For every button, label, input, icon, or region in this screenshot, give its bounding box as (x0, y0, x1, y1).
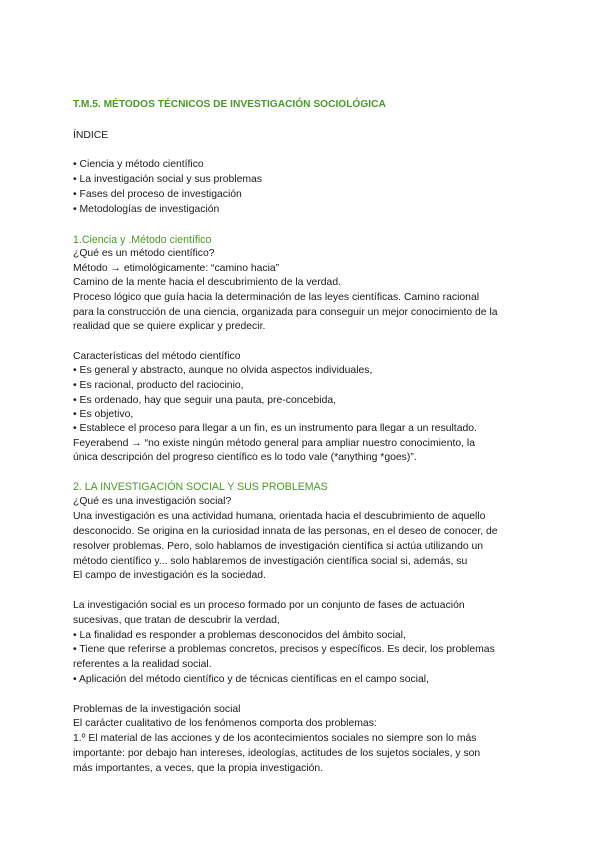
paragraph-line: ¿Qué es un método científico? (73, 248, 215, 259)
characteristic-item: única descripción del progreso científico es lo todo vale (*anything *goes)”. (73, 452, 417, 463)
paragraph-line: más importantes, a veces, que la propia investigación. (73, 763, 324, 774)
paragraph-line: ¿Qué es una investigación social? (73, 496, 232, 507)
index-item: • Metodologías de investigación (73, 204, 220, 215)
index-heading: ÍNDICE (73, 130, 109, 141)
paragraph-line: Una investigación es una actividad humana, orientada hacia el descubrimiento de aquello (73, 511, 486, 522)
index-item: • Ciencia y método científico (73, 159, 204, 170)
document-title: T.M.5. MÉTODOS TÉCNICOS DE INVESTIGACIÓN SOCIOLÓGICA (73, 99, 386, 110)
index-item: • Fases del proceso de investigación (73, 189, 242, 200)
index-item: • La investigación social y sus problemas (73, 174, 263, 185)
paragraph-line: realidad que se quiere explicar y predecir. (73, 321, 266, 332)
paragraph-line: El carácter cualitativo de los fenómenos comporta dos problemas: (73, 718, 377, 729)
list-item: • Aplicación del método científico y de técnicas científicas en el campo social, (73, 674, 429, 685)
characteristic-item: • Es racional, producto del raciocinio, (73, 380, 244, 391)
paragraph-line: resolver problemas. Pero, solo hablamos de investigación científica si actúa utilizando un (73, 541, 484, 552)
paragraph-line: Proceso lógico que guía hacia la determinación de las leyes científicas. Camino racional (73, 292, 480, 303)
paragraph-line: La investigación social es un proceso formado por un conjunto de fases de actuación (73, 600, 465, 611)
problems-heading: Problemas de la investigación social (73, 704, 241, 715)
paragraph-line: referentes a la realidad social. (73, 659, 212, 670)
paragraph-line: método científico y... solo hablaremos de investigación científica social si, además, su (73, 556, 468, 567)
paragraph-line: Camino de la mente hacia el descubrimiento de la verdad. (73, 277, 342, 288)
paragraph-line: importante: por debajo han intereses, ideologías, actitudes de los sujetos sociales, y son (73, 748, 481, 759)
characteristic-item: • Establece el proceso para llegar a un fin, es un instrumento para llegar a un resultado. (73, 423, 477, 434)
paragraph-line: Método → etimológicamente: “camino hacia” (73, 263, 280, 274)
paragraph-line: desconocido. Se origina en la curiosidad innata de las personas, en el deseo de conocer, de (73, 526, 498, 537)
characteristic-item: Feyerabend → “no existe ningún método general para ampliar nuestro conocimiento, la (73, 438, 476, 449)
section-2-heading: 2. LA INVESTIGACIÓN SOCIAL Y SUS PROBLEMAS (73, 481, 328, 493)
characteristic-item: • Es objetivo, (73, 409, 134, 420)
paragraph-line: 1.º El material de las acciones y de los acontecimientos sociales no siempre son lo más (73, 733, 477, 744)
characteristic-item: • Es general y abstracto, aunque no olvida aspectos individuales, (73, 365, 373, 376)
paragraph-line: sucesivas, que tratan de descubrir la verdad, (73, 615, 280, 626)
list-item: • La finalidad es responder a problemas desconocidos del ámbito social, (73, 630, 406, 641)
section-1-heading: 1.Ciencia y .Método científico (73, 234, 212, 246)
characteristics-heading: Características del método científico (73, 351, 241, 362)
characteristic-item: • Es ordenado, hay que seguir una pauta, pre-concebida, (73, 395, 337, 406)
paragraph-line: El campo de investigación es la sociedad. (73, 570, 266, 581)
paragraph-line: para la construcción de una ciencia, organizada para conseguir un mejor conocimiento de la (73, 307, 498, 318)
list-item: • Tiene que referirse a problemas concretos, precisos y específicos. Es decir, los problemas (73, 644, 495, 655)
